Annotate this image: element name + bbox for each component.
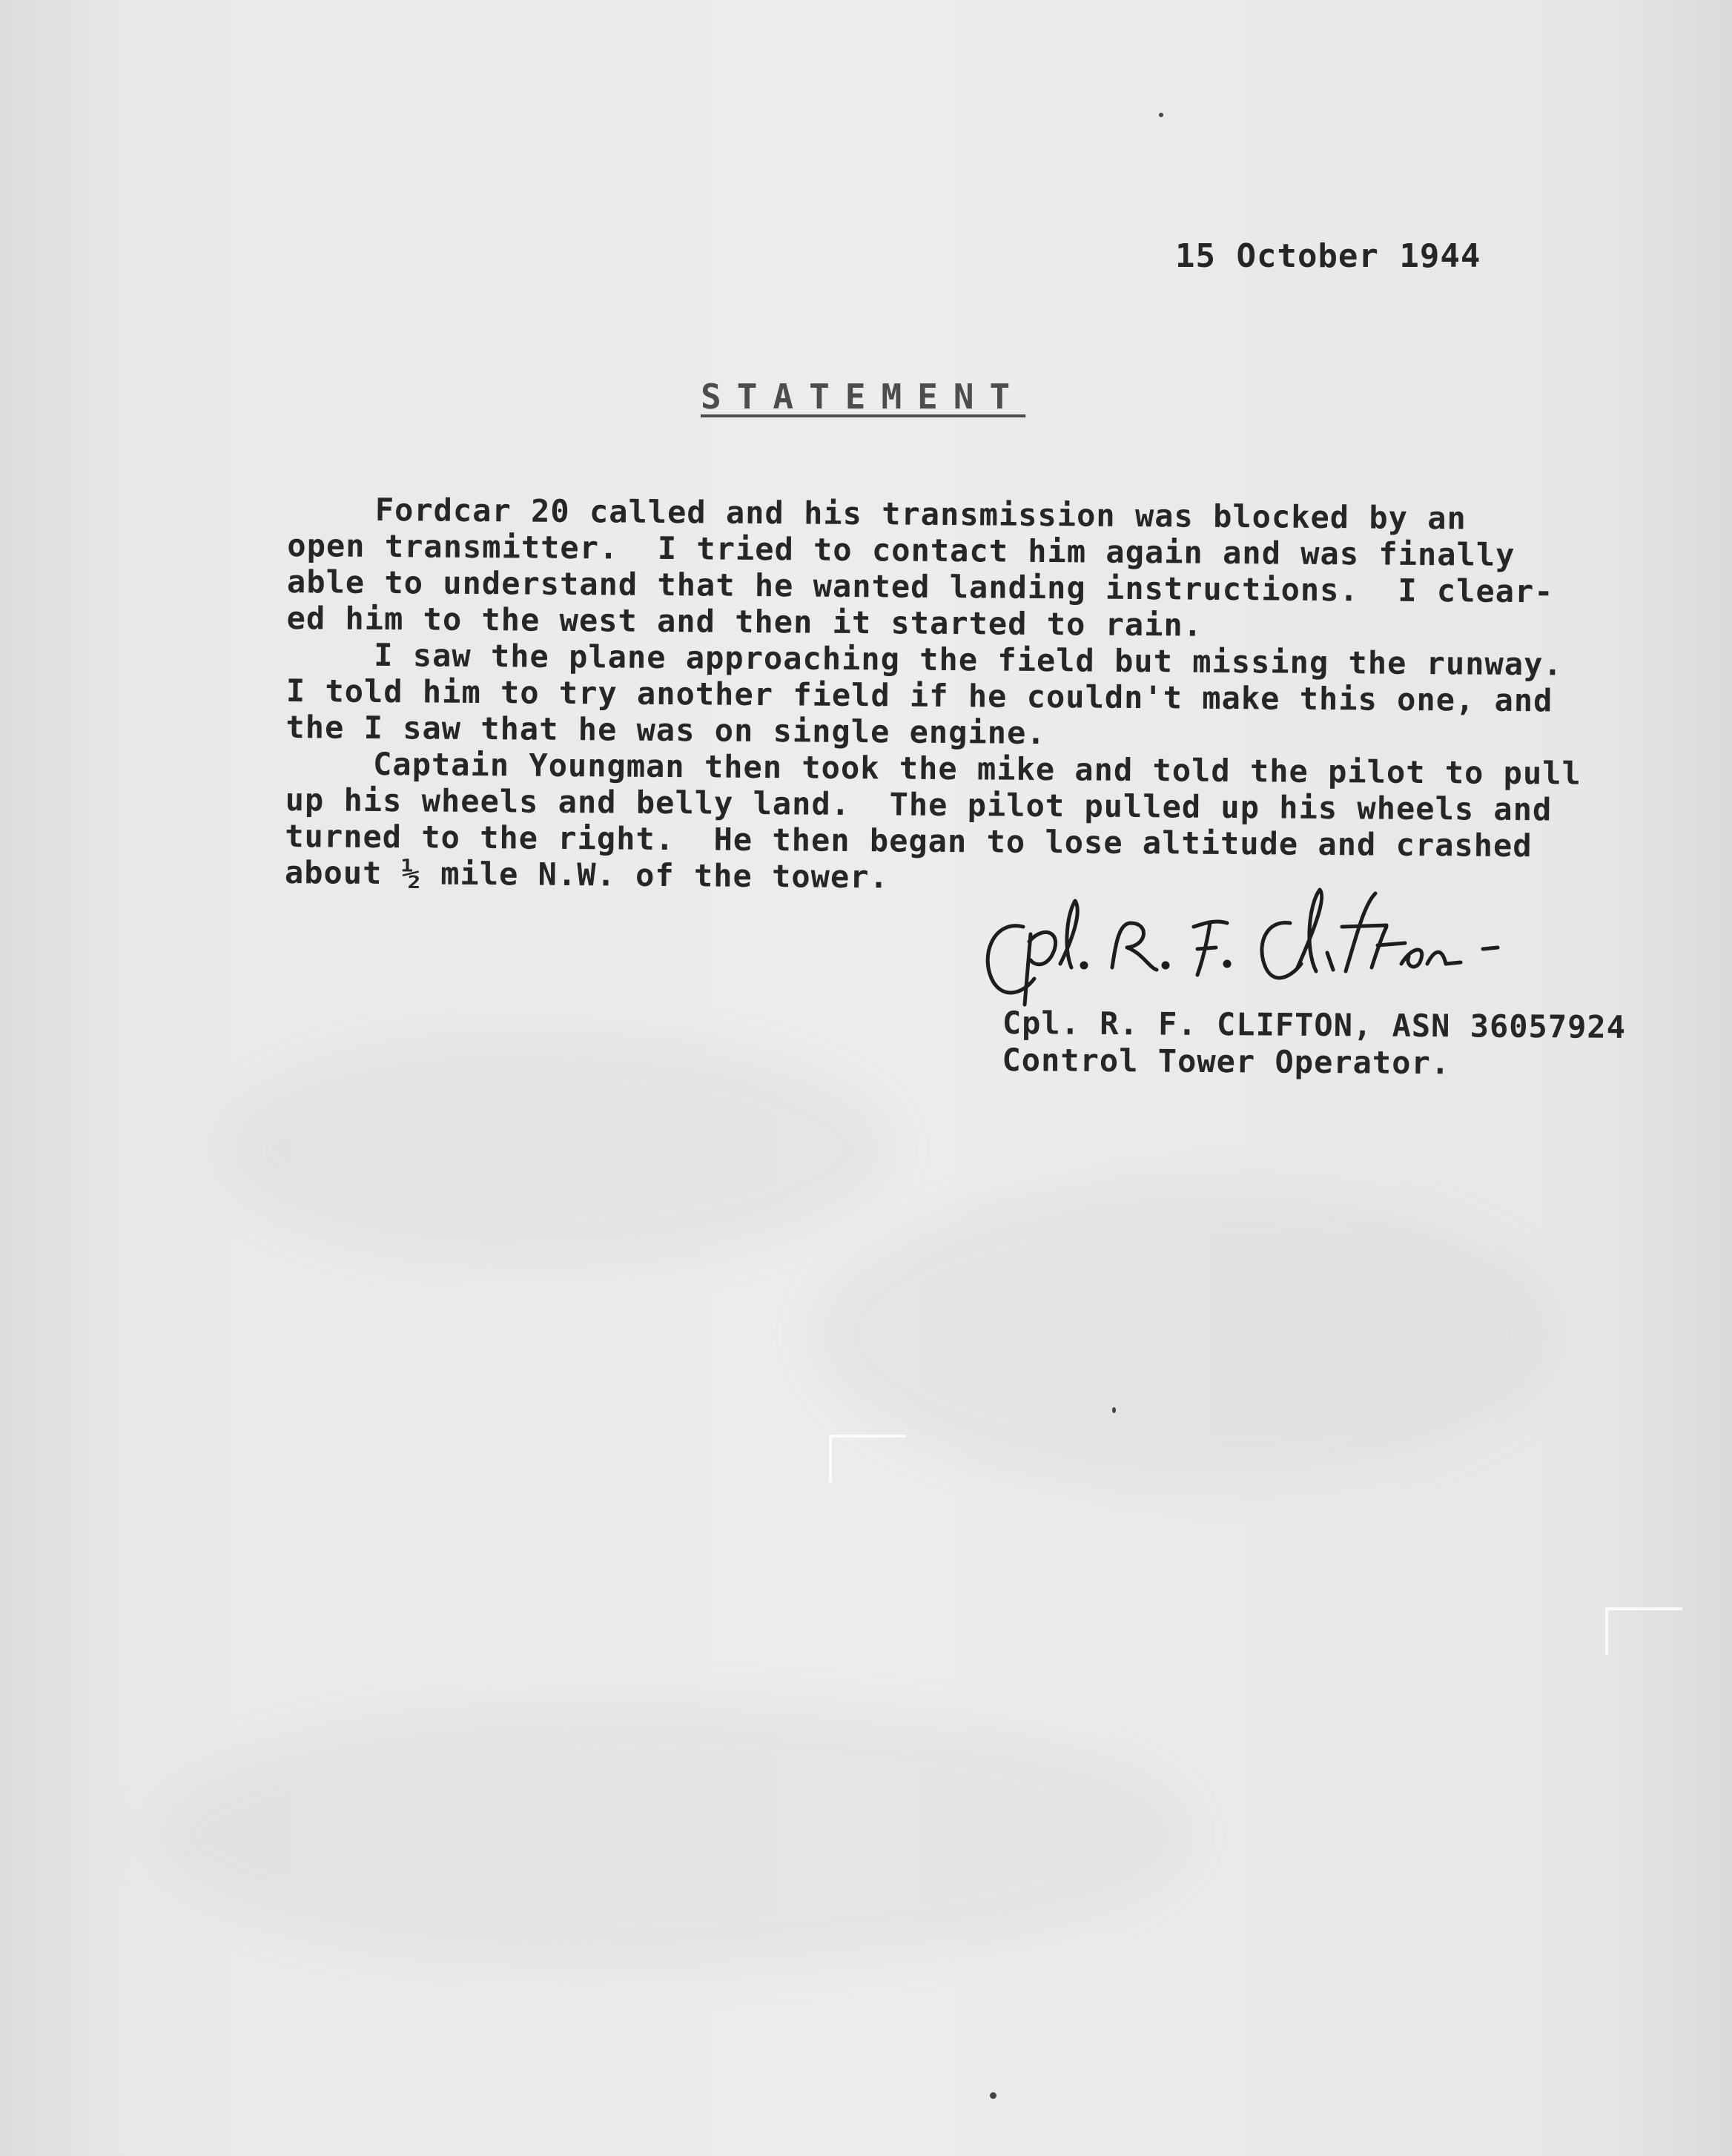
text-line: I told him to try another field if he couldn't make this one, and <box>285 672 1553 719</box>
paragraph-2 <box>285 636 1563 755</box>
dust-speck <box>990 2092 996 2099</box>
dust-speck <box>1159 113 1163 117</box>
text-line: ed him to the west and then it started to rain. <box>286 599 1203 644</box>
paragraph-3 <box>284 745 1582 900</box>
signer-title-line: Control Tower Operator. <box>1002 1041 1451 1082</box>
paragraph-1 <box>286 491 1554 646</box>
text-line: up his wheels and belly land. The pilot pulled up his wheels and <box>285 781 1553 828</box>
registration-mark <box>1605 1607 1682 1655</box>
paper-stain <box>222 1038 890 1260</box>
paper-stain <box>148 1705 1186 1965</box>
text-line: the I saw that he was on single engine. <box>285 708 1046 752</box>
document-title: STATEMENT <box>701 377 1026 417</box>
text-line: Fordcar 20 called and his transmission was blocked by an <box>374 491 1467 537</box>
signature-block <box>1002 1005 1626 1083</box>
text-line: about ½ mile N.W. of the tower. <box>284 853 890 896</box>
signer-name-line: Cpl. R. F. CLIFTON, ASN 36057924 <box>1002 1005 1627 1045</box>
handwritten-signature <box>971 882 1513 1008</box>
statement-body <box>284 491 1582 900</box>
text-line: open transmitter. I tried to contact him again and was finally <box>287 526 1516 574</box>
text-line: able to understand that he wanted landing instructions. I clear- <box>286 563 1554 610</box>
text-line: Captain Youngman then took the mike and told the pilot to pull <box>372 745 1582 792</box>
dust-speck <box>1112 1407 1116 1413</box>
text-line: I saw the plane approaching the field but missing the runway. <box>374 636 1563 683</box>
text-line: turned to the right. He then began to lose altitude and crashed <box>285 817 1533 864</box>
registration-mark <box>829 1435 906 1482</box>
paper-stain <box>816 1186 1557 1483</box>
letter-date: 15 October 1944 <box>1175 237 1481 275</box>
